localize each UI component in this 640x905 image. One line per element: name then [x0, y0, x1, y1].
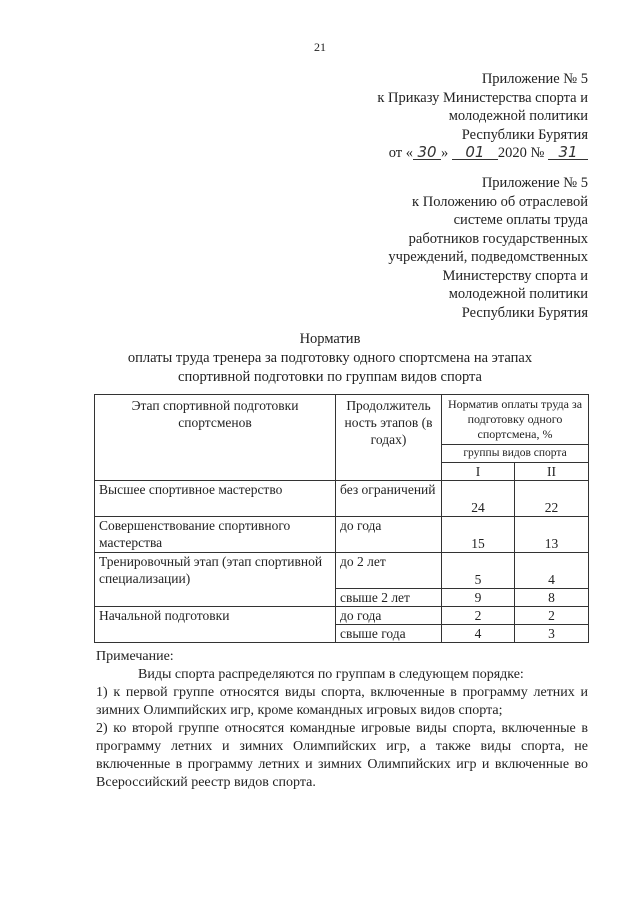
notes-item-1: 1) к первой группе относятся виды спорта, включенные в программу летних и зимних Олимпийских игр, кроме командных игровых видов спорта;	[96, 685, 588, 718]
group1-value: 24	[442, 481, 515, 517]
date-day-handwritten: 30	[413, 145, 441, 160]
notes-item-2: 2) ко второй группе относятся командные игровые виды спорта, включенные в программу летних и зимних Олимпийских игр, а также виды спорта, не включенные в программу летних и зимних Олимпийских игр и включенные во Всероссийский реестр видов спорта.	[96, 721, 588, 790]
table-row	[95, 553, 589, 589]
duration-cell: до 2 лет	[336, 553, 442, 589]
order-number-handwritten: 31	[548, 145, 588, 160]
notes-heading: Примечание:	[96, 649, 174, 664]
title-line: спортивной подготовки по группам видов спорта	[178, 369, 482, 385]
table-header-row	[95, 395, 589, 445]
header-duration: Продолжитель ность этапов (в годах)	[336, 395, 442, 481]
header-stage: Этап спортивной подготовки спортсменов	[95, 395, 336, 481]
date-prefix: от «	[388, 145, 414, 161]
duration-cell: до года	[336, 517, 442, 553]
header-group-1: I	[442, 463, 515, 481]
group2-value: 22	[515, 481, 589, 517]
annex-regulation-line: к Положению об отраслевой	[412, 193, 588, 210]
group2-value: 13	[515, 517, 589, 553]
date-month-handwritten: 01	[452, 145, 498, 160]
header-norm: Норматив оплаты труда за подготовку одного спортсмена, %	[442, 395, 589, 445]
group1-value: 2	[442, 607, 515, 625]
annex-regulation-line: Министерству спорта и	[442, 267, 588, 284]
annex-regulation-line: Республики Бурятия	[461, 304, 588, 321]
annex-regulation-header	[388, 174, 588, 322]
annex-order-line: Приложение № 5	[481, 71, 588, 87]
annex-regulation-line: системе оплаты труда	[453, 212, 588, 228]
group2-value: 4	[515, 553, 589, 589]
duration-cell: до года	[336, 607, 442, 625]
stage-cell: Тренировочный этап (этап спортивной специализации)	[95, 553, 336, 607]
group1-value: 5	[442, 553, 515, 589]
title-line: оплаты труда тренера за подготовку одного спортсмена на этапах	[127, 350, 533, 366]
annex-order-line: молодежной политики	[448, 108, 588, 124]
document-title	[60, 330, 600, 387]
annex-regulation-line: Приложение № 5	[481, 175, 588, 191]
page-number: 21	[314, 40, 326, 54]
header-group-2: II	[515, 463, 589, 481]
date-year: 2020 №	[497, 145, 545, 161]
title-line: Норматив	[299, 331, 361, 347]
annex-regulation-line: работников государственных	[408, 230, 588, 247]
group2-value: 8	[515, 589, 589, 607]
annex-order-line: Республики Бурятия	[461, 126, 588, 143]
annex-order-line: к Приказу Министерства спорта и	[377, 89, 588, 106]
order-date-line	[377, 144, 588, 163]
group1-value: 4	[442, 625, 515, 643]
stage-cell: Высшее спортивное мастерство	[95, 481, 336, 517]
notes-section	[96, 648, 588, 792]
table-row	[95, 517, 589, 553]
notes-intro: Виды спорта распределяются по группам в следующем порядке:	[138, 667, 524, 682]
annex-order-header	[377, 70, 588, 163]
duration-cell: свыше 2 лет	[336, 589, 442, 607]
duration-cell: свыше года	[336, 625, 442, 643]
group1-value: 15	[442, 517, 515, 553]
duration-cell: без ограничений	[336, 481, 442, 517]
norm-table	[94, 394, 589, 643]
stage-cell: Совершенствование спортивного мастерства	[95, 517, 336, 553]
group2-value: 2	[515, 607, 589, 625]
group1-value: 9	[442, 589, 515, 607]
stage-cell: Начальной подготовки	[95, 607, 336, 643]
header-groups: группы видов спорта	[442, 445, 589, 463]
date-separator: »	[441, 145, 449, 161]
annex-regulation-line: учреждений, подведомственных	[388, 249, 588, 265]
annex-regulation-line: молодежной политики	[448, 286, 588, 302]
table-row	[95, 607, 589, 625]
table-row	[95, 481, 589, 517]
group2-value: 3	[515, 625, 589, 643]
